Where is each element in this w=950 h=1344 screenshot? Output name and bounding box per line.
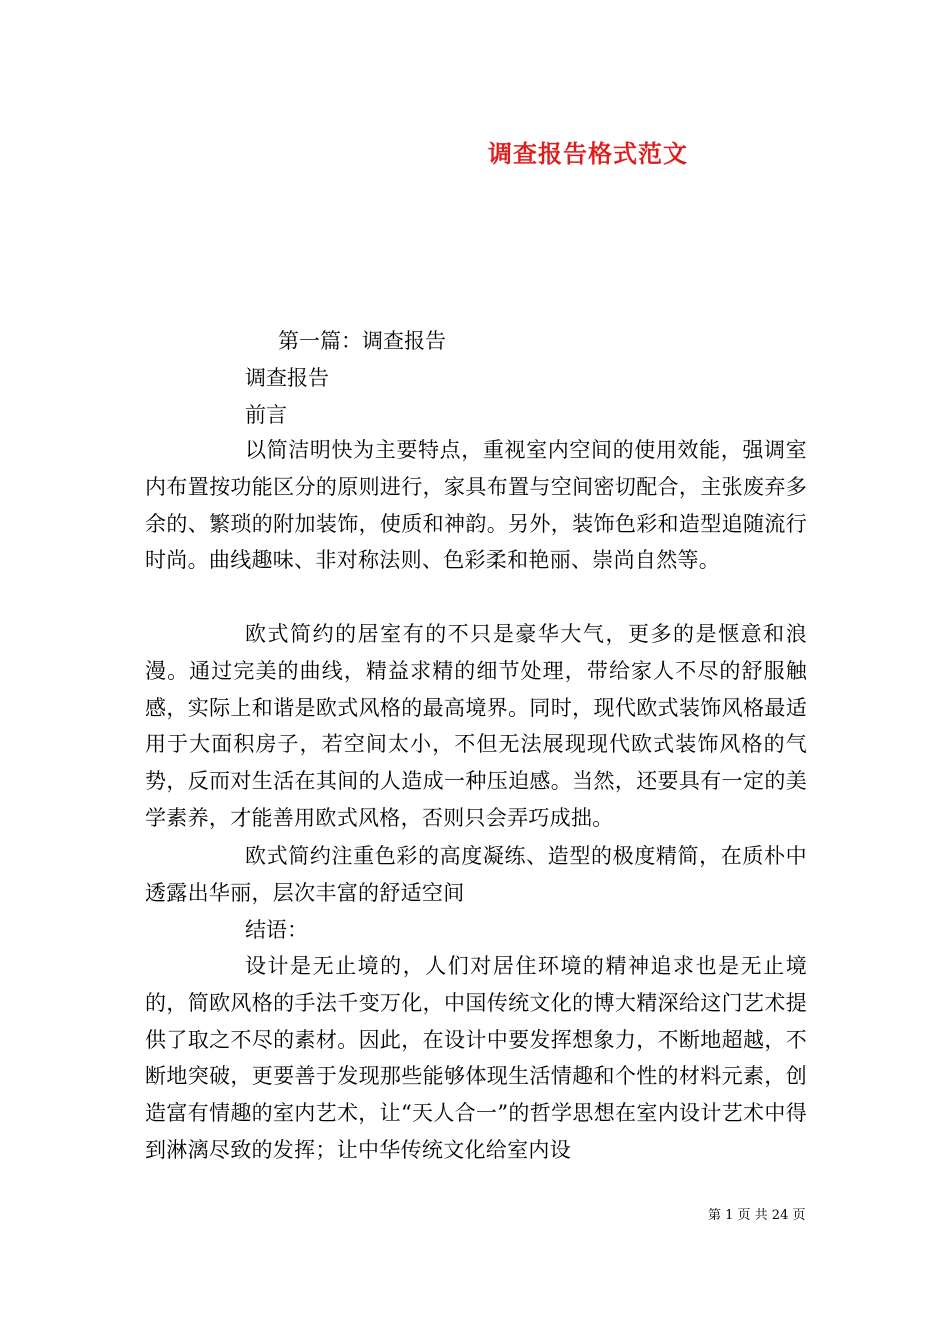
paragraph-preface-2: 欧式简约的居室有的不只是豪华大气，更多的是惬意和浪漫。通过完美的曲线，精益求精的细节处理，带给家人不尽的舒服触感，实际上和谐是欧式风格的最高境界。同时，现代欧式装饰风格最适用于大面积房子，若空间太小，不但无法展现现代欧式装饰风格的气势，反而对生活在其间的人造成一种压迫感。当然，还要具有一定的美学素养，才能善用欧式风格，否则只会弄巧成拙。 [145, 622, 807, 830]
paragraph-preface-1: 以简洁明快为主要特点，重视室内空间的使用效能，强调室内布置按功能区分的原则进行，家具布置与空间密切配合，主张废弃多余的、繁琐的附加装饰，使质和神韵。另外，装饰色彩和造型追随流行时尚。曲线趣味、非对称法则、色彩柔和艳丽、崇尚自然等。 [145, 438, 807, 573]
page-number-footer: 第 1 页 共 24 页 [708, 1208, 806, 1223]
section-heading-report: 调查报告 [245, 366, 329, 390]
section-heading-conclusion: 结语： [245, 918, 308, 942]
section-heading-preface: 前言 [245, 403, 287, 427]
paragraph-conclusion: 设计是无止境的，人们对居住环境的精神追求也是无止境的，简欧风格的手法千变万化，中国传统文化的博大精深给这门艺术提供了取之不尽的素材。因此，在设计中要发挥想象力，不断地超越，不断地突破，更要善于发现那些能够体现生活情趣和个性的材料元素，创造富有情趣的室内艺术，让“天人合一”的哲学思想在室内设计艺术中得到淋漓尽致的发挥；让中华传统文化给室内设 [145, 954, 807, 1162]
document-title: 调查报告格式范文 [488, 139, 688, 168]
paragraph-preface-3: 欧式简约注重色彩的高度凝练、造型的极度精简，在质朴中透露出华丽，层次丰富的舒适空间 [145, 844, 807, 905]
chapter-heading: 第一篇：调查报告 [278, 329, 446, 353]
